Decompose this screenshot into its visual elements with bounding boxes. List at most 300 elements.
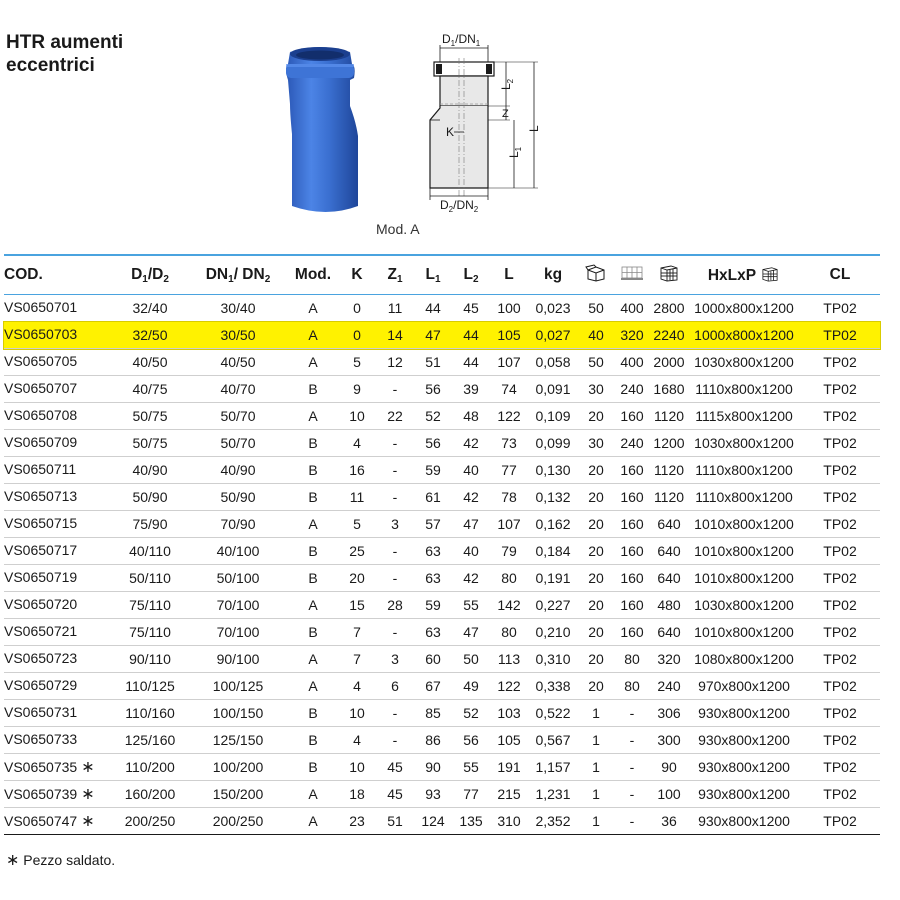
- cell-l: 73: [490, 430, 528, 457]
- cell-d: 40/75: [112, 376, 188, 403]
- page-title: [6, 31, 123, 77]
- cell-mod: B: [288, 727, 338, 754]
- cell-l2: 47: [452, 619, 490, 646]
- product-code: VS0650711: [4, 461, 77, 477]
- label-d1-dn1: $D_1/DN_1$: [442, 32, 481, 48]
- cell-q2: 80: [614, 646, 650, 673]
- col-header-crate: [650, 255, 688, 295]
- cell-dn: 70/100: [188, 619, 288, 646]
- cell-cod: [4, 484, 112, 511]
- cell-l: 80: [490, 565, 528, 592]
- cell-dn: 125/150: [188, 727, 288, 754]
- cell-kg: 1,231: [528, 781, 578, 808]
- cell-q1: 40: [578, 322, 614, 349]
- cell-dims: 1010x800x1200: [688, 538, 800, 565]
- cell-q3: 300: [650, 727, 688, 754]
- cell-mod: B: [288, 484, 338, 511]
- cell-l1: 90: [414, 754, 452, 781]
- cell-k: 10: [338, 754, 376, 781]
- product-code: VS0650733: [4, 731, 78, 747]
- cell-kg: 0,567: [528, 727, 578, 754]
- cell-l1: 63: [414, 619, 452, 646]
- cell-cod: [4, 646, 112, 673]
- cell-mod: A: [288, 808, 338, 835]
- cell-q2: 80: [614, 673, 650, 700]
- cell-d: 200/250: [112, 808, 188, 835]
- col-header-k: K: [338, 255, 376, 295]
- table-row: [4, 484, 880, 511]
- cell-q3: 1120: [650, 403, 688, 430]
- cell-q1: 20: [578, 511, 614, 538]
- cell-dn: 150/200: [188, 781, 288, 808]
- cell-l1: 56: [414, 430, 452, 457]
- cell-l1: 59: [414, 592, 452, 619]
- cell-q3: 2240: [650, 322, 688, 349]
- cell-cod: [4, 619, 112, 646]
- cell-z: -: [376, 484, 414, 511]
- cell-l: 78: [490, 484, 528, 511]
- col-header-l: L: [490, 255, 528, 295]
- cell-q1: 20: [578, 457, 614, 484]
- cell-dims: 930x800x1200: [688, 727, 800, 754]
- cell-cl: TP02: [800, 484, 880, 511]
- cell-mod: B: [288, 538, 338, 565]
- cell-dn: 40/70: [188, 376, 288, 403]
- cell-l: 103: [490, 700, 528, 727]
- cell-kg: 0,099: [528, 430, 578, 457]
- cell-l: 215: [490, 781, 528, 808]
- cell-z: -: [376, 727, 414, 754]
- cell-l: 310: [490, 808, 528, 835]
- cell-cod: [4, 295, 112, 322]
- cell-d: 40/110: [112, 538, 188, 565]
- cell-dn: 50/70: [188, 430, 288, 457]
- cell-q1: 1: [578, 727, 614, 754]
- crate-dims-icon: [760, 266, 780, 282]
- cell-q3: 306: [650, 700, 688, 727]
- cell-q1: 20: [578, 484, 614, 511]
- cell-l: 105: [490, 727, 528, 754]
- cell-cod: [4, 727, 112, 754]
- cell-mod: A: [288, 403, 338, 430]
- cell-z: 3: [376, 511, 414, 538]
- table-row: [4, 565, 880, 592]
- product-code: VS0650709: [4, 434, 78, 450]
- cell-mod: A: [288, 781, 338, 808]
- drawing-caption: Mod. A: [376, 221, 420, 237]
- cell-d: 50/75: [112, 403, 188, 430]
- cell-q1: 20: [578, 538, 614, 565]
- cell-dims: 1110x800x1200: [688, 376, 800, 403]
- cell-q1: 50: [578, 295, 614, 322]
- cell-kg: 0,058: [528, 349, 578, 376]
- cell-cl: TP02: [800, 754, 880, 781]
- cell-q2: -: [614, 781, 650, 808]
- cell-q2: -: [614, 754, 650, 781]
- table-body: [4, 295, 880, 835]
- product-code: VS0650739: [4, 786, 78, 802]
- cell-d: 75/110: [112, 592, 188, 619]
- product-code: VS0650703: [4, 326, 78, 342]
- table-row: [4, 808, 880, 835]
- cell-l: 142: [490, 592, 528, 619]
- cell-kg: 2,352: [528, 808, 578, 835]
- cell-l2: 40: [452, 457, 490, 484]
- cell-q3: 1680: [650, 376, 688, 403]
- cell-d: 32/50: [112, 322, 188, 349]
- cell-l2: 56: [452, 727, 490, 754]
- cell-q1: 30: [578, 430, 614, 457]
- cell-d: 50/90: [112, 484, 188, 511]
- cell-dn: 70/90: [188, 511, 288, 538]
- cell-q3: 1120: [650, 457, 688, 484]
- cell-d: 40/50: [112, 349, 188, 376]
- cell-dn: 50/90: [188, 484, 288, 511]
- cell-z: -: [376, 538, 414, 565]
- cell-l1: 60: [414, 646, 452, 673]
- cell-dims: 1010x800x1200: [688, 565, 800, 592]
- col-header-l2: $L_2$: [452, 255, 490, 295]
- cell-cl: TP02: [800, 349, 880, 376]
- cell-q3: 640: [650, 511, 688, 538]
- cell-l: 77: [490, 457, 528, 484]
- cell-cl: TP02: [800, 781, 880, 808]
- cell-l1: 52: [414, 403, 452, 430]
- cell-cl: TP02: [800, 457, 880, 484]
- cell-cl: TP02: [800, 322, 880, 349]
- cell-cod: [4, 457, 112, 484]
- cell-dn: 100/200: [188, 754, 288, 781]
- cell-z: 14: [376, 322, 414, 349]
- cell-dn: 40/100: [188, 538, 288, 565]
- product-code: VS0650735: [4, 759, 78, 775]
- cell-l1: 44: [414, 295, 452, 322]
- table-row: [4, 295, 880, 322]
- cell-k: 25: [338, 538, 376, 565]
- cell-q3: 640: [650, 619, 688, 646]
- cell-q3: 100: [650, 781, 688, 808]
- cell-dims: 1110x800x1200: [688, 484, 800, 511]
- cell-q3: 320: [650, 646, 688, 673]
- cell-kg: 0,130: [528, 457, 578, 484]
- cell-dn: 40/90: [188, 457, 288, 484]
- label-l2: $L_2$: [499, 78, 515, 90]
- cell-kg: 0,091: [528, 376, 578, 403]
- cell-l2: 42: [452, 484, 490, 511]
- cell-l2: 50: [452, 646, 490, 673]
- cell-l: 107: [490, 511, 528, 538]
- cell-z: 51: [376, 808, 414, 835]
- cell-dims: 930x800x1200: [688, 700, 800, 727]
- cell-q1: 20: [578, 646, 614, 673]
- cell-dims: 930x800x1200: [688, 754, 800, 781]
- cell-k: 7: [338, 646, 376, 673]
- cell-cod: [4, 376, 112, 403]
- cell-z: 45: [376, 754, 414, 781]
- cell-dims: 1000x800x1200: [688, 295, 800, 322]
- cell-q3: 480: [650, 592, 688, 619]
- cell-mod: A: [288, 349, 338, 376]
- cell-mod: B: [288, 376, 338, 403]
- cell-l: 100: [490, 295, 528, 322]
- product-code: VS0650747: [4, 813, 78, 829]
- cell-kg: 0,162: [528, 511, 578, 538]
- col-header-l1: $L_1$: [414, 255, 452, 295]
- cell-l2: 42: [452, 430, 490, 457]
- cell-kg: 0,184: [528, 538, 578, 565]
- cell-l2: 77: [452, 781, 490, 808]
- table-row: [4, 673, 880, 700]
- box-icon: [585, 264, 607, 282]
- cell-kg: 0,310: [528, 646, 578, 673]
- cell-q1: 20: [578, 565, 614, 592]
- cell-dn: 100/125: [188, 673, 288, 700]
- cell-l: 105: [490, 322, 528, 349]
- cell-kg: 0,522: [528, 700, 578, 727]
- cell-kg: 0,210: [528, 619, 578, 646]
- col-header-hxlxp: HxLxP: [688, 255, 800, 295]
- cell-d: 75/90: [112, 511, 188, 538]
- cell-l1: 86: [414, 727, 452, 754]
- cell-z: 11: [376, 295, 414, 322]
- cell-k: 9: [338, 376, 376, 403]
- cell-l2: 44: [452, 322, 490, 349]
- cell-l1: 61: [414, 484, 452, 511]
- cell-cl: TP02: [800, 538, 880, 565]
- cell-d: 110/200: [112, 754, 188, 781]
- cell-cl: TP02: [800, 673, 880, 700]
- cell-q3: 2000: [650, 349, 688, 376]
- table-row: [4, 646, 880, 673]
- cell-k: 11: [338, 484, 376, 511]
- cell-l: 80: [490, 619, 528, 646]
- cell-l1: 93: [414, 781, 452, 808]
- cell-l1: 51: [414, 349, 452, 376]
- table-row: [4, 430, 880, 457]
- cell-cl: TP02: [800, 808, 880, 835]
- cell-l: 191: [490, 754, 528, 781]
- product-code: VS0650705: [4, 353, 78, 369]
- cell-z: 45: [376, 781, 414, 808]
- cell-k: 0: [338, 322, 376, 349]
- product-code: VS0650701: [4, 299, 78, 315]
- cell-q2: -: [614, 700, 650, 727]
- cell-kg: 0,191: [528, 565, 578, 592]
- cell-kg: 0,109: [528, 403, 578, 430]
- cell-dims: 1010x800x1200: [688, 511, 800, 538]
- cell-dn: 50/70: [188, 403, 288, 430]
- crate-icon: [658, 264, 680, 282]
- cell-k: 4: [338, 727, 376, 754]
- cell-z: 12: [376, 349, 414, 376]
- table-row: [4, 781, 880, 808]
- cell-cod: [4, 430, 112, 457]
- cell-dims: 1000x800x1200: [688, 322, 800, 349]
- cell-q1: 1: [578, 781, 614, 808]
- cell-mod: A: [288, 511, 338, 538]
- cell-l2: 40: [452, 538, 490, 565]
- cell-l1: 85: [414, 700, 452, 727]
- cell-k: 7: [338, 619, 376, 646]
- cell-cod: [4, 538, 112, 565]
- cell-l1: 63: [414, 538, 452, 565]
- col-header-dn1-dn2: $DN_1/$ $DN_2$: [188, 255, 288, 295]
- col-header-d1-d2: $D_1/D_2$: [112, 255, 188, 295]
- cell-z: -: [376, 700, 414, 727]
- cell-cl: TP02: [800, 295, 880, 322]
- cell-d: 90/110: [112, 646, 188, 673]
- cell-cl: TP02: [800, 700, 880, 727]
- cell-k: 4: [338, 430, 376, 457]
- cell-d: 110/125: [112, 673, 188, 700]
- cell-k: 18: [338, 781, 376, 808]
- cell-kg: 0,132: [528, 484, 578, 511]
- pallet-icon: [620, 264, 644, 282]
- col-header-z1: $Z_1$: [376, 255, 414, 295]
- cell-l: 113: [490, 646, 528, 673]
- cell-mod: B: [288, 619, 338, 646]
- cell-l: 122: [490, 403, 528, 430]
- cell-q2: 400: [614, 349, 650, 376]
- technical-drawing: [410, 28, 560, 218]
- table-row: [4, 538, 880, 565]
- cell-cl: TP02: [800, 403, 880, 430]
- title-line-2: eccentrici: [6, 55, 95, 76]
- cell-q2: -: [614, 727, 650, 754]
- cell-mod: B: [288, 565, 338, 592]
- cell-dn: 40/50: [188, 349, 288, 376]
- cell-z: 28: [376, 592, 414, 619]
- table-row: [4, 700, 880, 727]
- cell-q3: 90: [650, 754, 688, 781]
- product-code: VS0650731: [4, 704, 78, 720]
- cell-l2: 42: [452, 565, 490, 592]
- cell-l: 74: [490, 376, 528, 403]
- cell-d: 160/200: [112, 781, 188, 808]
- cell-mod: A: [288, 646, 338, 673]
- cell-dims: 930x800x1200: [688, 781, 800, 808]
- cell-q3: 1120: [650, 484, 688, 511]
- cell-q3: 640: [650, 538, 688, 565]
- table-row: [4, 322, 880, 349]
- cell-q3: 640: [650, 565, 688, 592]
- cell-k: 16: [338, 457, 376, 484]
- product-code: VS0650723: [4, 650, 78, 666]
- cell-q1: 1: [578, 808, 614, 835]
- cell-q2: 240: [614, 430, 650, 457]
- cell-dn: 50/100: [188, 565, 288, 592]
- cell-mod: B: [288, 754, 338, 781]
- cell-dims: 970x800x1200: [688, 673, 800, 700]
- cell-cod: [4, 700, 112, 727]
- cell-cl: TP02: [800, 430, 880, 457]
- label-z: Z: [502, 108, 509, 120]
- cell-cod: [4, 754, 112, 781]
- cell-d: 50/110: [112, 565, 188, 592]
- product-code: VS0650721: [4, 623, 78, 639]
- asterisk-icon: ∗: [6, 852, 20, 869]
- cell-k: 10: [338, 403, 376, 430]
- cell-l2: 39: [452, 376, 490, 403]
- cell-q1: 20: [578, 403, 614, 430]
- cell-mod: A: [288, 322, 338, 349]
- cell-kg: 0,227: [528, 592, 578, 619]
- cell-z: -: [376, 376, 414, 403]
- footnote-text: Pezzo saldato.: [19, 852, 116, 868]
- table-header-row: [4, 255, 880, 295]
- product-code: VS0650708: [4, 407, 78, 423]
- col-header-mod: Mod.: [288, 255, 338, 295]
- table-row: [4, 619, 880, 646]
- cell-l1: 63: [414, 565, 452, 592]
- cell-k: 5: [338, 511, 376, 538]
- cell-kg: 1,157: [528, 754, 578, 781]
- cell-k: 10: [338, 700, 376, 727]
- col-header-box: [578, 255, 614, 295]
- cell-dn: 30/50: [188, 322, 288, 349]
- cell-l1: 47: [414, 322, 452, 349]
- product-code: VS0650720: [4, 596, 78, 612]
- table-row: [4, 457, 880, 484]
- cell-q2: 160: [614, 538, 650, 565]
- cell-mod: B: [288, 700, 338, 727]
- cell-q2: 400: [614, 295, 650, 322]
- label-d2-dn2: $D_2/DN_2$: [440, 198, 479, 214]
- cell-l1: 67: [414, 673, 452, 700]
- cell-q2: 240: [614, 376, 650, 403]
- cell-cod: [4, 565, 112, 592]
- cell-l2: 55: [452, 754, 490, 781]
- cell-dn: 70/100: [188, 592, 288, 619]
- cell-z: 22: [376, 403, 414, 430]
- label-l1: $L_1$: [507, 146, 523, 158]
- cell-q2: 160: [614, 592, 650, 619]
- cell-dims: 930x800x1200: [688, 808, 800, 835]
- cell-cod: [4, 673, 112, 700]
- label-l: L: [527, 125, 541, 132]
- cell-z: -: [376, 430, 414, 457]
- cell-cod: [4, 322, 112, 349]
- cell-q1: 20: [578, 673, 614, 700]
- title-line-1: HTR aumenti: [6, 32, 124, 53]
- cell-q1: 30: [578, 376, 614, 403]
- cell-dims: 1080x800x1200: [688, 646, 800, 673]
- cell-k: 0: [338, 295, 376, 322]
- product-code: VS0650717: [4, 542, 78, 558]
- cell-l2: 135: [452, 808, 490, 835]
- cell-q2: 160: [614, 484, 650, 511]
- cell-q1: 20: [578, 592, 614, 619]
- cell-cod: [4, 511, 112, 538]
- cell-z: 3: [376, 646, 414, 673]
- cell-q3: 1200: [650, 430, 688, 457]
- cell-dims: 1010x800x1200: [688, 619, 800, 646]
- cell-z: -: [376, 565, 414, 592]
- cell-q1: 1: [578, 700, 614, 727]
- cell-d: 40/90: [112, 457, 188, 484]
- table-row: [4, 511, 880, 538]
- cell-l1: 57: [414, 511, 452, 538]
- table-row: [4, 376, 880, 403]
- cell-mod: B: [288, 430, 338, 457]
- cell-cod: [4, 349, 112, 376]
- label-k: K: [446, 125, 455, 139]
- cell-q3: 240: [650, 673, 688, 700]
- cell-mod: A: [288, 295, 338, 322]
- col-header-cl: CL: [800, 255, 880, 295]
- cell-l2: 55: [452, 592, 490, 619]
- cell-q2: 160: [614, 457, 650, 484]
